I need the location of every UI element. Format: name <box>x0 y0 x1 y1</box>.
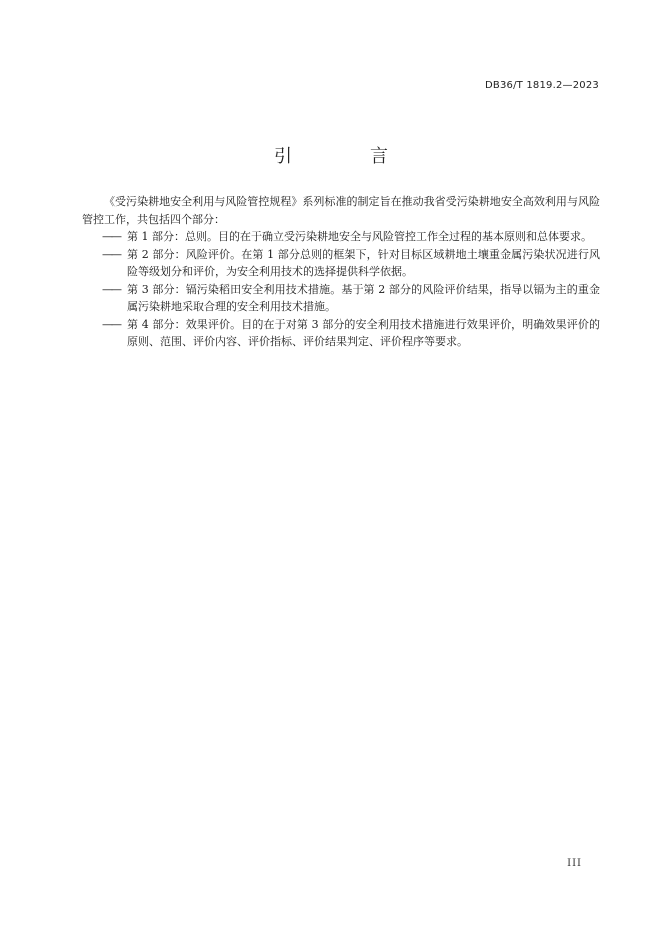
page-title: 引 言 <box>274 146 418 167</box>
list-dash: —— <box>102 247 120 261</box>
list-item-text: 第 2 部分：风险评价。在第 1 部分总则的框架下，针对目标区域耕地土壤重金属污染状况进行风险等级划分和评价，为安全利用技术的选择提供科学依据。 <box>127 247 600 278</box>
list-item-part-3 <box>82 281 600 316</box>
list-dash: —— <box>102 282 120 296</box>
list-item-text: 第 4 部分：效果评价。目的在于对第 3 部分的安全利用技术措施进行效果评价，明确效果评价的原则、范围、评价内容、评价指标、评价结果判定、评价程序等要求。 <box>127 317 600 348</box>
parts-list <box>82 228 600 351</box>
list-item-text: 第 1 部分：总则。目的在于确立受污染耕地安全与风险管控工作全过程的基本原则和总体要求。 <box>127 230 592 243</box>
list-item-text: 第 3 部分：镉污染稻田安全利用技术措施。基于第 2 部分的风险评价结果，指导以镉为主的重金属污染耕地采取合理的安全利用技术措施。 <box>127 282 600 313</box>
list-dash: —— <box>102 230 120 243</box>
list-item-part-4 <box>82 316 600 351</box>
standard-code: DB36/T 1819.2—2023 <box>485 80 599 91</box>
intro-paragraph: 《受污染耕地安全利用与风险管控规程》系列标准的制定旨在推动我省受污染耕地安全高效利用与风险管控工作，共包括四个部分： <box>82 195 600 226</box>
list-item-part-1 <box>82 228 600 246</box>
list-item-part-2 <box>82 246 600 281</box>
list-dash: —— <box>102 317 120 331</box>
document-body <box>82 193 600 351</box>
page-number: III <box>567 858 582 869</box>
